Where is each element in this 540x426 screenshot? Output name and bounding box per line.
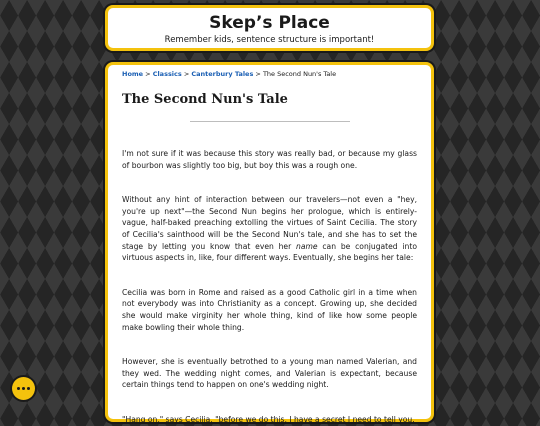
page-title: The Second Nun's Tale: [122, 92, 288, 107]
dot: [17, 387, 20, 390]
breadcrumb-home[interactable]: Home: [122, 70, 144, 78]
site-tagline: Remember kids, sentence structure is important!: [164, 35, 375, 45]
dot: [27, 387, 30, 390]
dot: [22, 387, 25, 390]
article-body: [122, 148, 417, 426]
chat-dots-icon: [17, 387, 30, 390]
paragraph-text: Without any hint of interaction between our travelers—not even a "hey, you're up next"—the Second Nun begins her prologue, which is entirely-vague, half-baked preaching extolling the virtues of Saint Cecilia. The story of Cecilia's sainthood will be the Second Nun's tale, and she has to set the stage by letting you know that even her: [122, 195, 417, 251]
breadcrumb-separator: >: [183, 70, 192, 78]
breadcrumb-separator: >: [255, 70, 263, 78]
paragraph: Cecilia was born in Rome and raised as a good Catholic girl in a time when not everybody was into Christianity as a concept. Growing up, she decided she would make virginity her whole thing, kind of like how some people make bowling their whole thing.: [122, 287, 417, 332]
breadcrumb-classics[interactable]: Classics: [152, 70, 182, 78]
breadcrumb: [122, 70, 417, 79]
paragraph: "Hang on," says Cecilia, "before we do this, I have a secret I need to tell you.: [122, 414, 415, 424]
site-title[interactable]: Skep’s Place: [209, 13, 330, 33]
title-divider: [190, 121, 350, 122]
paragraph: [122, 194, 417, 264]
breadcrumb-separator: >: [145, 70, 153, 78]
paragraph-text: can be conjugated into virtuous aspects in, like, four different ways. Eventually, she begins her tale:: [122, 241, 417, 263]
breadcrumb-canterbury-tales[interactable]: Canterbury Tales: [191, 70, 254, 78]
emphasis-text: name: [296, 241, 318, 251]
site-header: [105, 5, 434, 51]
content-card: [105, 62, 434, 422]
chat-button[interactable]: [12, 377, 35, 400]
breadcrumb-current: The Second Nun's Tale: [262, 70, 337, 78]
paragraph: However, she is eventually betrothed to a young man named Valerian, and they wed. The wedding night comes, and Valerian is expectant, because certain things tend to happen on one's wedding night.: [122, 357, 417, 390]
paragraph: I'm not sure if it was because this story was really bad, or because my glass of bourbon was slightly too big, but boy this was a rough one.: [122, 149, 417, 170]
